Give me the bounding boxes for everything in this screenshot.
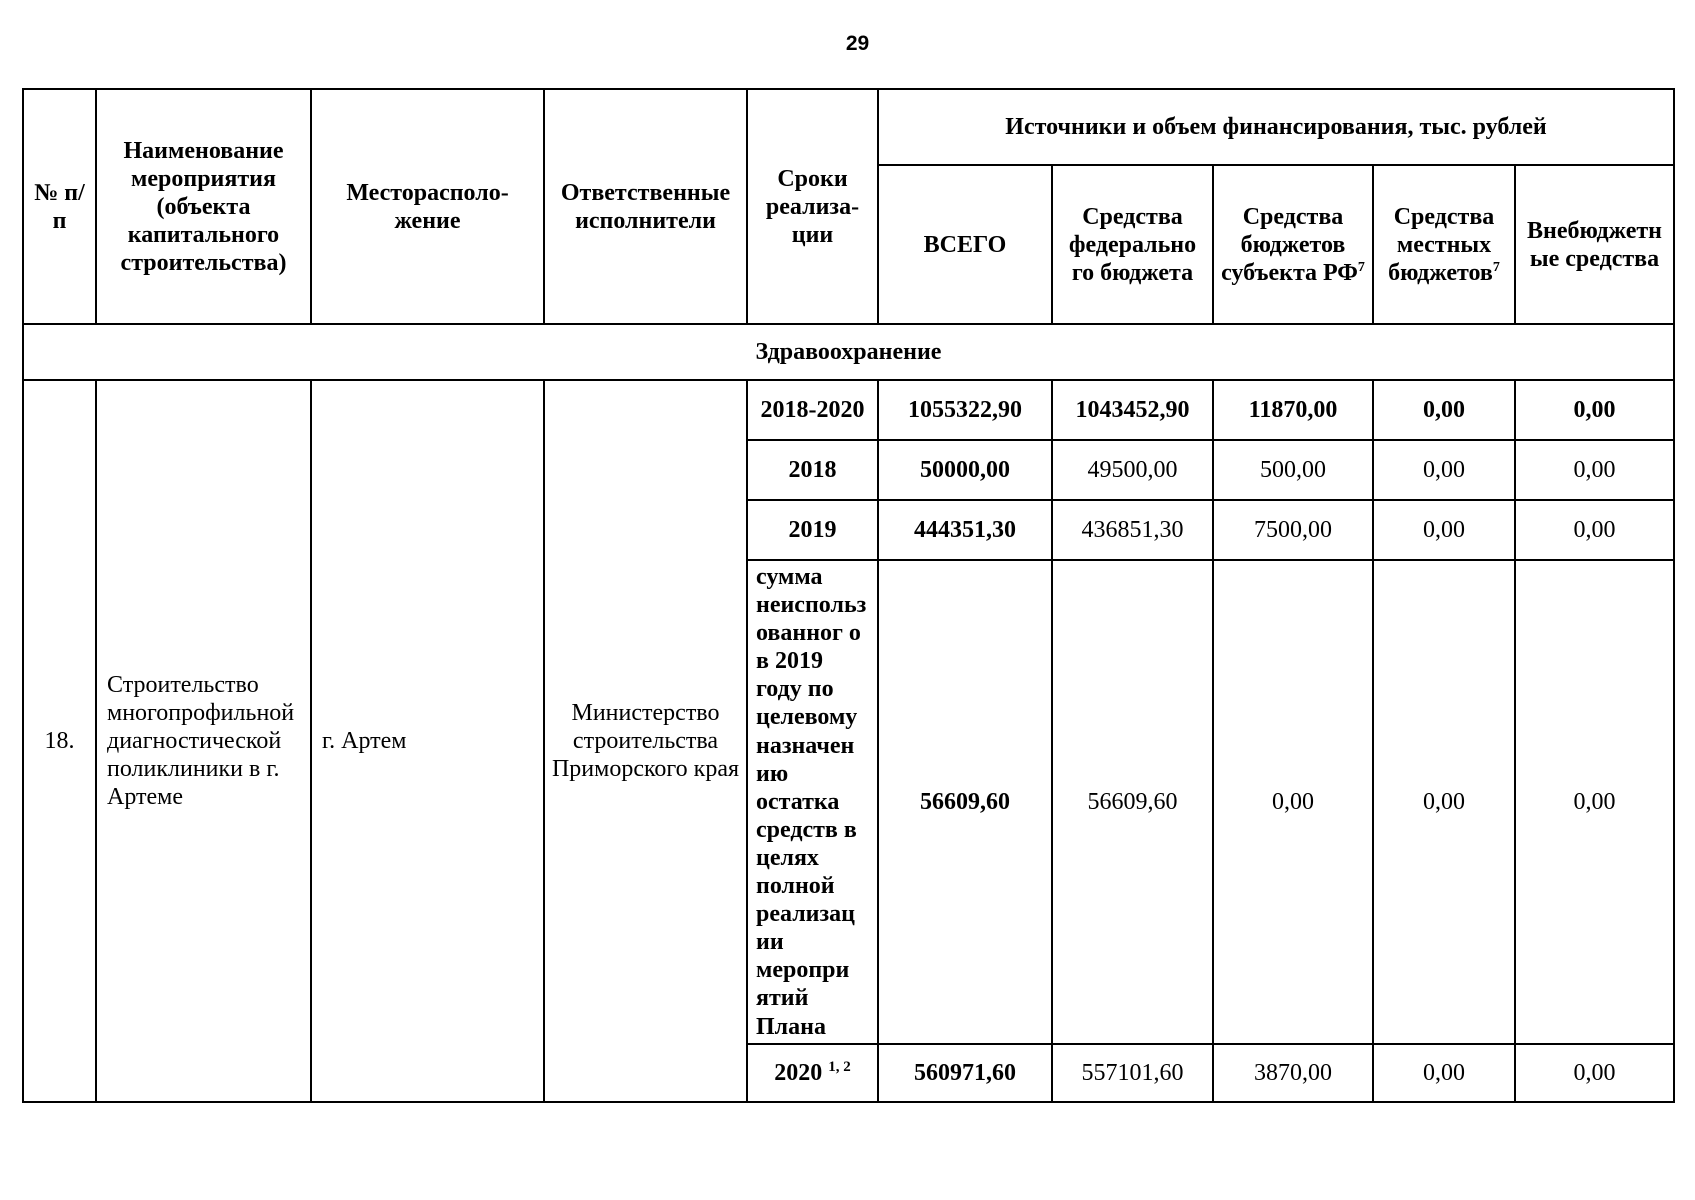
local-cell: 0,00 (1373, 380, 1515, 440)
regional-cell: 11870,00 (1213, 380, 1373, 440)
local-cell: 0,00 (1373, 560, 1515, 1044)
extra-cell: 0,00 (1515, 1044, 1674, 1102)
extra-cell: 0,00 (1515, 500, 1674, 560)
total-cell: 560971,60 (878, 1044, 1052, 1102)
header-regional: Средства бюджетов субъекта $РФ^7$ (1213, 165, 1373, 324)
total-cell: 444351,30 (878, 500, 1052, 560)
extra-cell: 0,00 (1515, 560, 1674, 1044)
local-cell: 0,00 (1373, 500, 1515, 560)
period-cell: сумма неиспольз ованног о в 2019 году по целевому назначен ию остатка средств в целях полной реализац ии меропри ятий Плана (747, 560, 878, 1044)
page-number: 29 (845, 32, 870, 55)
financing-table (22, 88, 1675, 1103)
period-cell: 2019 (747, 500, 878, 560)
period-cell: 2018 (747, 440, 878, 500)
section-title: Здравоохранение (23, 324, 1674, 380)
period-cell: 2018-2020 (747, 380, 878, 440)
federal-cell: 557101,60 (1052, 1044, 1213, 1102)
total-cell: 1055322,90 (878, 380, 1052, 440)
regional-cell: 3870,00 (1213, 1044, 1373, 1102)
federal-cell: 49500,00 (1052, 440, 1213, 500)
header-terms: Сроки реализа-ции (747, 89, 878, 324)
header-row-1 (23, 89, 1674, 165)
local-cell: 0,00 (1373, 1044, 1515, 1102)
federal-cell: 436851,30 (1052, 500, 1213, 560)
header-total: ВСЕГО (878, 165, 1052, 324)
footnote-mark: 1, 2 (828, 1058, 851, 1075)
regional-cell: 7500,00 (1213, 500, 1373, 560)
local-cell: 0,00 (1373, 440, 1515, 500)
header-location: Месторасполо-жение (311, 89, 544, 324)
header-local: Средства местных бюджетов$^7$ (1373, 165, 1515, 324)
header-extrabudget: Внебюджетн ые средства (1515, 165, 1674, 324)
period-cell: 2020 $^{1, 2}$ (747, 1044, 878, 1102)
footnote-mark: 7 (1492, 259, 1500, 275)
regional-cell: 500,00 (1213, 440, 1373, 500)
header-federal: Средства федерально го бюджета (1052, 165, 1213, 324)
footnote-mark: 7 (1357, 259, 1365, 275)
item-responsible: Министерство строительства Приморского края (544, 380, 747, 1102)
extra-cell: 0,00 (1515, 380, 1674, 440)
header-name: Наименование мероприятия (объекта капитального строительства) (96, 89, 311, 324)
federal-cell: 56609,60 (1052, 560, 1213, 1044)
item-name: Строительство многопрофильной диагностической поликлиники в г. Артеме (96, 380, 311, 1102)
federal-cell: 1043452,90 (1052, 380, 1213, 440)
extra-cell: 0,00 (1515, 440, 1674, 500)
total-cell: 50000,00 (878, 440, 1052, 500)
header-sources: Источники и объем финансирования, тыс. рублей (878, 89, 1674, 165)
section-row (23, 324, 1674, 380)
header-responsible: Ответственные исполнители (544, 89, 747, 324)
table-row (23, 380, 1674, 440)
item-num: 18. (23, 380, 96, 1102)
regional-cell: 0,00 (1213, 560, 1373, 1044)
header-num: № п/п (23, 89, 96, 324)
total-cell: 56609,60 (878, 560, 1052, 1044)
item-location: г. Артем (311, 380, 544, 1102)
